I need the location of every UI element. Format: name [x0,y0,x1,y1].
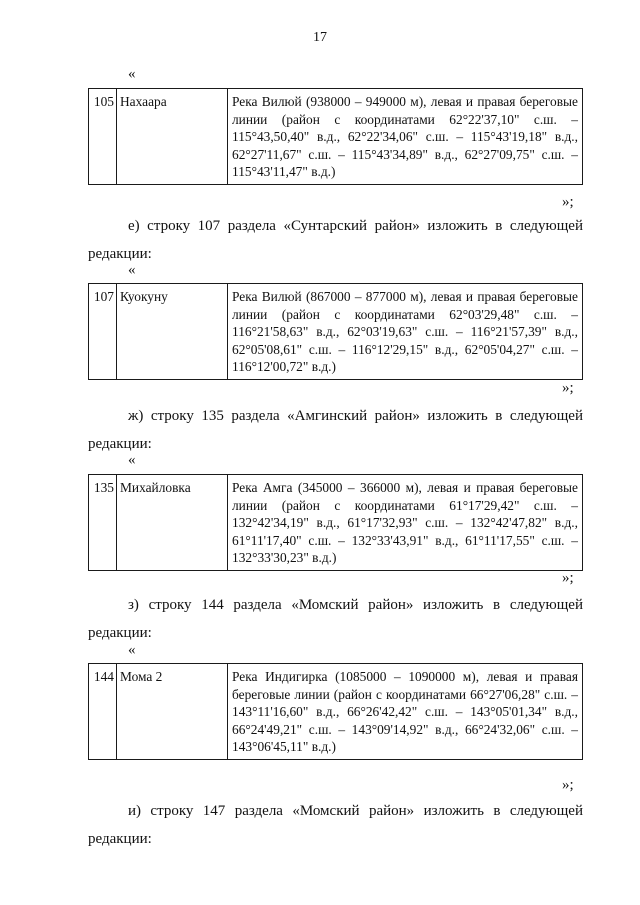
site-description: Река Амга (345000 – 366000 м), левая и правая береговые линии (район с координатами 61°17'29,42" с.ш. – 132°42'34,19" в.д., 61°17'32,93" с.ш. – 132°42'47,82" в.д., 61°11'17,40" с.ш. – 132°33'43,91" в.д., 61°11'17,55" с.ш. – 132°33'30,23" в.д.) [228,475,583,571]
site-name: Нахаара [117,89,228,185]
amendment-table-144 [88,663,583,760]
amendment-table-105 [88,88,583,185]
instruction-paragraph: ж) строку 135 раздела «Амгинский район» изложить в следующей редакции: [88,408,583,452]
instruction-paragraph: е) строку 107 раздела «Сунтарский район» изложить в следующей редакции: [88,218,583,262]
site-description: Река Индигирка (1085000 – 1090000 м), левая и правая береговые линии (район с координатами 66°27'06,28" с.ш. – 143°11'16,60" в.д., 66°26'42,42" с.ш. – 143°05'01,34" в.д., 66°24'49,21" с.ш. – 143°09'14,92" в.д., 66°24'32,06" с.ш. – 143°06'45,11" в.д.) [228,664,583,760]
row-number: 144 [89,664,117,760]
table-row [89,89,583,185]
close-quote: »; [562,194,574,210]
site-description: Река Вилюй (938000 – 949000 м), левая и правая береговые линии (район с координатами 62°22'37,10" с.ш. – 115°43,50,40" в.д., 62°22'34,06" с.ш. – 115°43'19,18" в.д., 62°27'11,67" с.ш. – 115°43'34,89" в.д., 62°27'09,75" с.ш. – 115°43'11,47" в.д.) [228,89,583,185]
site-name: Куокуну [117,284,228,380]
close-quote: »; [562,380,574,396]
table-row [89,475,583,571]
open-quote: « [128,262,136,278]
table-row [89,664,583,760]
close-quote: »; [562,570,574,586]
site-name: Михайловка [117,475,228,571]
open-quote: « [128,642,136,658]
page-number: 17 [313,30,327,45]
amendment-table-107 [88,283,583,380]
open-quote: « [128,452,136,468]
close-quote: »; [562,777,574,793]
site-description: Река Вилюй (867000 – 877000 м), левая и правая береговые линии (район с координатами 62°03'29,48" с.ш. – 116°21'58,63" в.д., 62°03'19,63" с.ш. – 116°21'57,39" в.д., 62°05'08,61" с.ш. – 116°12'29,15" в.д., 62°05'04,27" с.ш. – 116°12'00,72" в.д.) [228,284,583,380]
amendment-table-135 [88,474,583,571]
row-number: 105 [89,89,117,185]
site-name: Мома 2 [117,664,228,760]
row-number: 135 [89,475,117,571]
instruction-paragraph: з) строку 144 раздела «Момский район» изложить в следующей редакции: [88,597,583,641]
instruction-paragraph: и) строку 147 раздела «Момский район» изложить в следующей редакции: [88,803,583,847]
open-quote: « [128,66,136,82]
row-number: 107 [89,284,117,380]
table-row [89,284,583,380]
